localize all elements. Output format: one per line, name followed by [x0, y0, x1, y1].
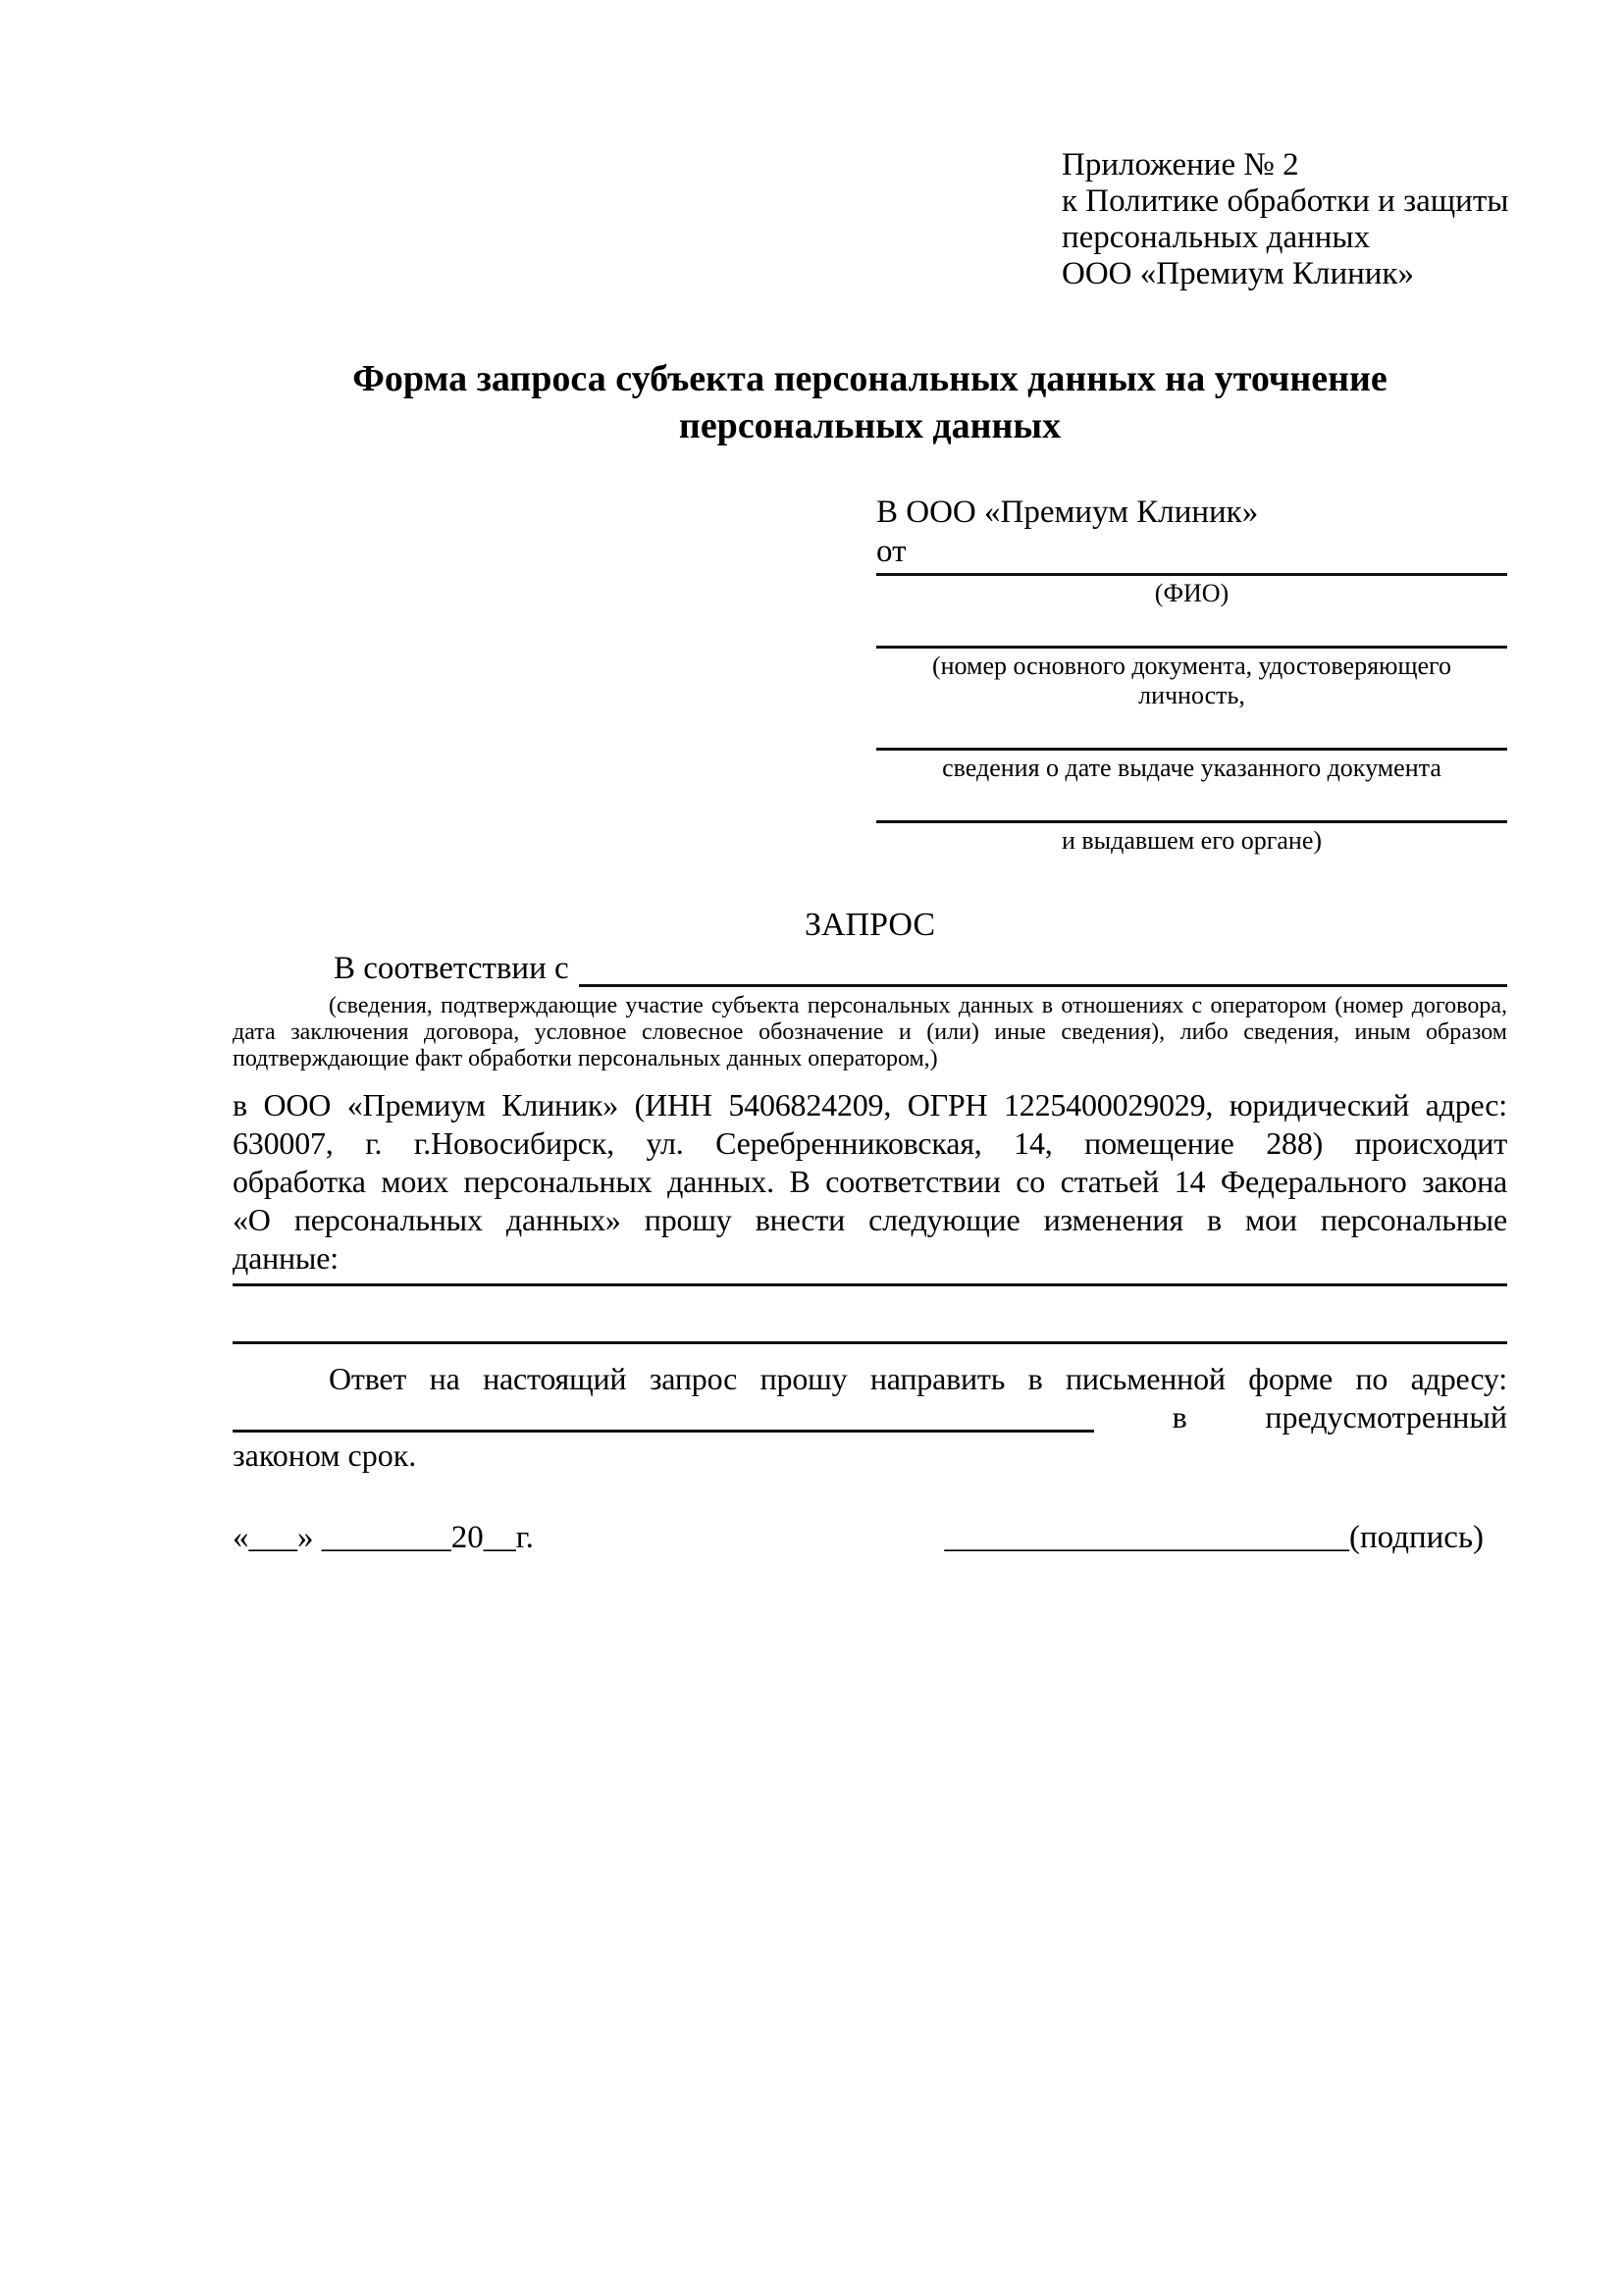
blank-line-caption: (ФИО)	[1154, 579, 1230, 607]
appendix-line: к Политике обработки и защиты	[1062, 183, 1509, 219]
intro-label: В соответствии с	[334, 951, 569, 986]
body-line: данные:	[233, 1240, 339, 1276]
blank-line-issuing-authority	[876, 820, 1507, 823]
body-paragraph	[233, 1086, 1507, 1278]
blank-line-document-number	[876, 646, 1507, 649]
appendix-block	[1062, 147, 1507, 292]
request-heading: ЗАПРОС	[804, 907, 936, 943]
blank-line-caption: (номер основного документа, удостоверяющего личность,	[931, 652, 1452, 709]
blank-line-issue-date	[876, 748, 1507, 751]
reply-line: законом срок.	[233, 1437, 417, 1473]
page-title-line: персональных данных	[678, 405, 1062, 446]
appendix-line: ООО «Премиум Клиник»	[1062, 256, 1414, 291]
recipient-from-label: от	[876, 534, 907, 569]
blank-line-changes-2	[233, 1341, 1507, 1344]
reply-paragraph	[233, 1360, 1507, 1475]
blank-line-changes-1	[233, 1283, 1507, 1286]
recipient-block	[876, 493, 1507, 856]
blank-line-caption: сведения о дате выдаче указанного документа	[942, 754, 1441, 782]
appendix-line: персональных данных	[1062, 220, 1371, 255]
intro-blank-line	[579, 984, 1507, 987]
page-title-line: Форма запроса субъекта персональных данных на уточнение	[352, 358, 1387, 399]
footnote-text: (сведения, подтверждающие участие субъекта персональных данных в отношениях с оператором (номер договора, дата заключения договора, условное словесное обозначение и (или) иные сведения), либо сведения, иным образом подтверждающие факт обработки персональных данных оператором,)	[233, 993, 1507, 1071]
recipient-to: В ООО «Премиум Клиник»	[876, 495, 1259, 530]
body-line: в ООО «Премиум Клиник» (ИНН 5406824209, ОГРН 1225400029029, юридический адрес:	[233, 1087, 1507, 1122]
body-line: «О персональных данных» прошу внести следующие изменения в мои персональные	[233, 1202, 1507, 1237]
date-line: «___» ________20__г.	[233, 1520, 534, 1555]
signature-row	[233, 1518, 1507, 1557]
reply-line: Ответ на настоящий запрос прошу направить в письменной форме по адресу:	[329, 1361, 1507, 1396]
page-title	[233, 355, 1507, 449]
body-line: 630007, г. г.Новосибирск, ул. Серебренниковская, 14, помещение 288) происходит	[233, 1125, 1507, 1161]
blank-line-caption: и выдавшем его органе)	[1061, 826, 1323, 855]
reply-address-row	[233, 1398, 1507, 1436]
blank-line-address	[233, 1430, 1094, 1433]
reply-word: предусмотренный	[1265, 1399, 1507, 1435]
blank-line-fio	[876, 573, 1507, 576]
intro-line	[233, 946, 1507, 991]
appendix-line: Приложение № 2	[1062, 147, 1299, 183]
body-line: обработка моих персональных данных. В соответствии со статьей 14 Федерального закона	[233, 1164, 1507, 1199]
signature-line	[945, 1518, 1508, 1557]
signature-blank-line: _________________________	[944, 1520, 1349, 1555]
reply-word: в	[1172, 1399, 1187, 1435]
signature-caption: (подпись)	[1349, 1520, 1484, 1555]
